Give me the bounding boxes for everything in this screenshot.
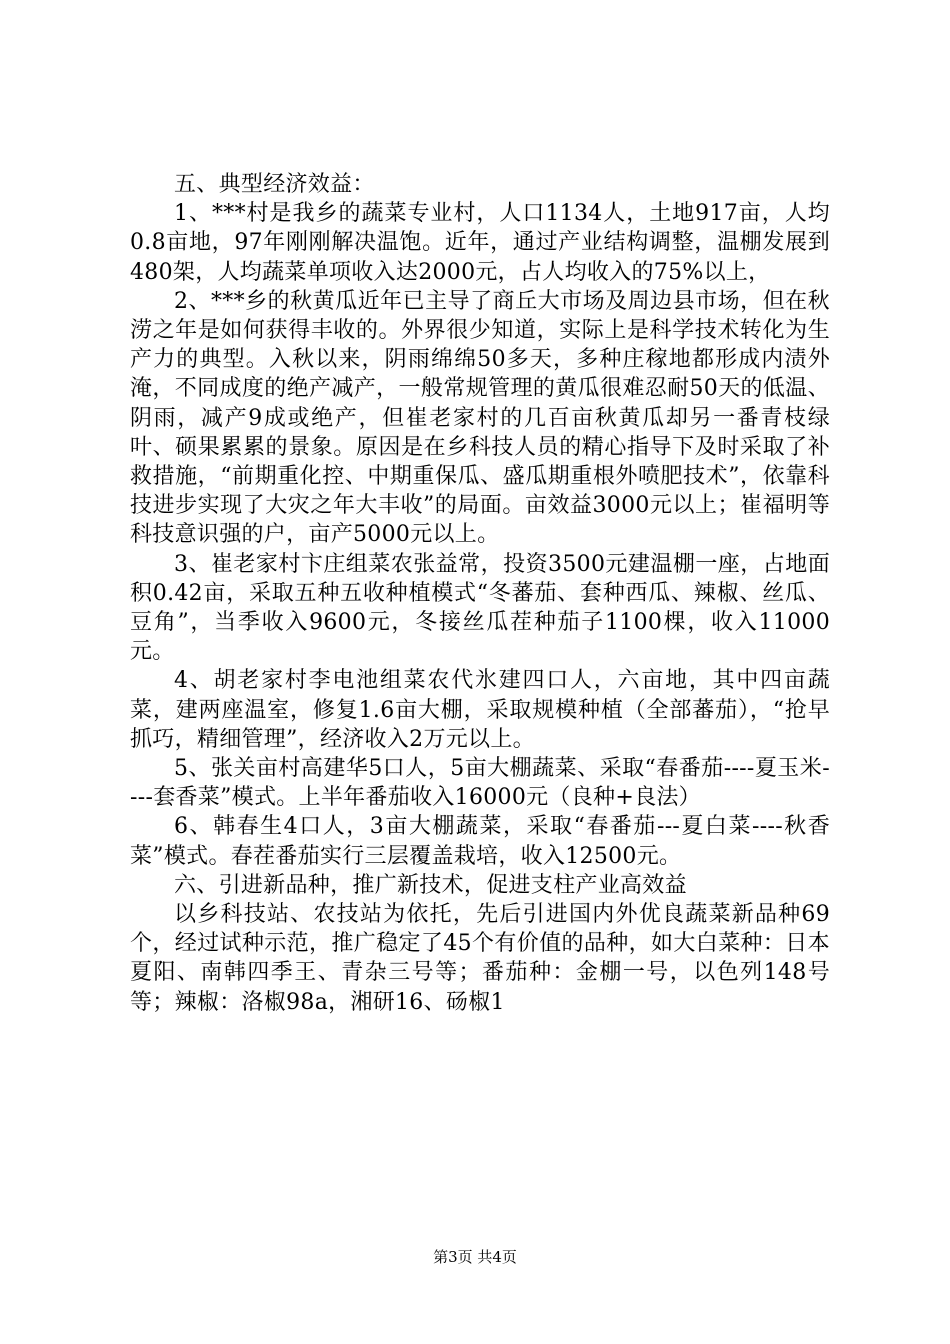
page-footer: 第3页 共4页 (433, 1248, 517, 1266)
paragraph-5: 5、张关亩村高建华5口人，5亩大棚蔬菜、采取“春番茄----夏玉米----套香菜”模式。上半年番茄收入16000元（良种+良法） (130, 756, 830, 811)
paragraph-7: 以乡科技站、农技站为依托，先后引进国内外优良蔬菜新品种69个，经过试种示范，推广稳定了45个有价值的品种，如大白菜种：日本夏阳、南韩四季王、青杂三号等；番茄种：金棚一号，以色列148号等；辣椒：洛椒98a，湘研16、砀椒1 (130, 902, 830, 1015)
paragraph-2: 2、***乡的秋黄瓜近年已主导了商丘大市场及周边县市场，但在秋涝之年是如何获得丰收的。外界很少知道，实际上是科学技术转化为生产力的典型。入秋以来，阴雨绵绵50多天，多种庄稼地都形成内渍外淹，不同成度的绝产减产，一般常规管理的黄瓜很难忍耐50天的低温、阴雨，减产9成或绝产，但崔老家村的几百亩秋黄瓜却另一番青枝绿叶、硕果累累的景象。原因是在乡科技人员的精心指导下及时采取了补救措施，“前期重化控、中期重保瓜、盛瓜期重根外喷肥技术”，依靠科技进步实现了大灾之年大丰收”的局面。亩效益3000元以上；崔福明等科技意识强的户，亩产5000元以上。 (130, 288, 830, 548)
body-text (130, 170, 830, 1017)
section-heading-5: 五、典型经济效益： (174, 172, 375, 197)
paragraph-3: 3、崔老家村卞庄组菜农张益常，投资3500元建温棚一座，占地面积0.42亩，采取五种五收种植模式“冬蕃茄、套种西瓜、辣椒、丝瓜、豆角”，当季收入9600元，冬接丝瓜茬种茄子1100棵，收入11000元。 (130, 551, 830, 665)
section-heading-6: 六、引进新品种，推广新技术，促进支柱产业高效益 (174, 872, 687, 898)
paragraph-6: 6、韩春生4口人，3亩大棚蔬菜，采取“春番茄---夏白菜----秋香菜”模式。春茬番茄实行三层覆盖栽培，收入12500元。 (130, 814, 830, 869)
paragraph-4: 4、胡老家村李电池组菜农代氷建四口人，六亩地，其中四亩蔬菜，建两座温室，修复1.6亩大棚，采取规模种植（全部蕃茄），“抢早抓巧，精细管理”，经济收入2万元以上。 (130, 668, 830, 752)
paragraph-1: 1、***村是我乡的蔬菜专业村，人口1134人，土地917亩，人均0.8亩地，97年刚刚解决温饱。近年，通过产业结构调整，温棚发展到480架，人均蔬菜单项收入达2000元，占人均收入的75%以上， (130, 201, 830, 285)
